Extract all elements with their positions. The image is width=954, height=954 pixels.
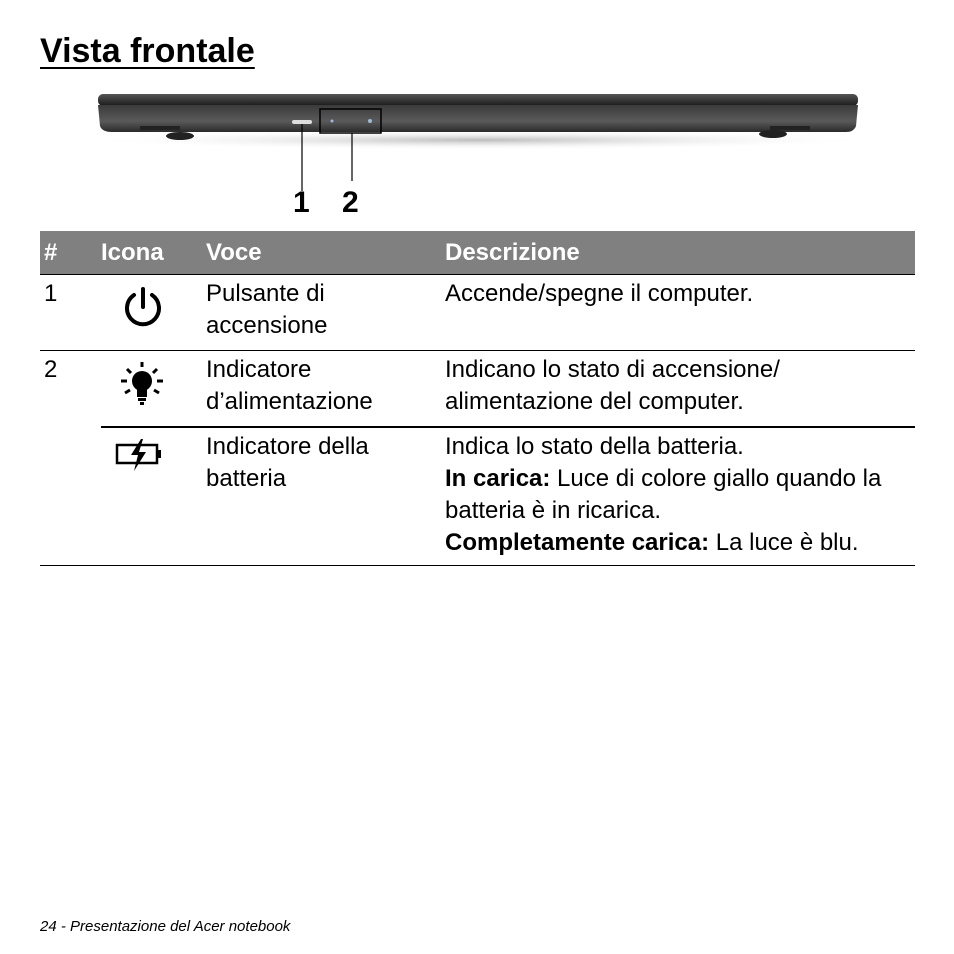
- row-icon-cell: [101, 275, 206, 351]
- header-description: Descrizione: [445, 231, 915, 275]
- charging-text: Luce di colore giallo quando la batteria è in ricarica.: [445, 465, 882, 524]
- page-title: Vista frontale: [40, 32, 255, 70]
- row-num: 2: [40, 351, 101, 428]
- row-item: Pulsante di accensione: [206, 275, 445, 351]
- row-icon-cell: [101, 427, 206, 566]
- power-icon: [121, 285, 165, 329]
- battery-status-full: [445, 527, 915, 559]
- row-description: Accende/spegne il computer.: [445, 275, 915, 351]
- row-num: 1: [40, 275, 101, 351]
- row-num: [40, 427, 101, 566]
- header-icon: Icona: [101, 231, 206, 275]
- full-text: La luce è blu.: [709, 529, 859, 556]
- battery-status-charging: [445, 463, 915, 527]
- charging-label: In carica:: [445, 465, 551, 492]
- table-row: [40, 275, 915, 351]
- row-item: Indicatore d’alimentazione: [206, 351, 445, 428]
- table-row: [40, 351, 915, 428]
- notebook-front-illustration: [80, 88, 880, 223]
- callout-2: 2: [342, 186, 359, 219]
- table-row: [40, 427, 915, 566]
- battery-charging-icon: [115, 438, 165, 472]
- row-icon-cell: [101, 351, 206, 428]
- light-bulb-icon: [119, 361, 165, 407]
- row-description: Indicano lo stato di accensione/ alimentazione del computer.: [445, 351, 915, 428]
- header-num: #: [40, 231, 101, 275]
- battery-status-intro: Indica lo stato della batteria.: [445, 433, 744, 460]
- page-footer: 24 - Presentazione del Acer notebook: [40, 918, 291, 935]
- notebook-front-view-figure: [80, 88, 880, 223]
- table-header-row: [40, 231, 915, 275]
- header-item: Voce: [206, 231, 445, 275]
- row-description: [445, 427, 915, 566]
- row-item: Indicatore della batteria: [206, 427, 445, 566]
- components-table: [40, 231, 915, 566]
- callout-1: 1: [293, 186, 310, 219]
- full-label: Completamente carica:: [445, 529, 710, 556]
